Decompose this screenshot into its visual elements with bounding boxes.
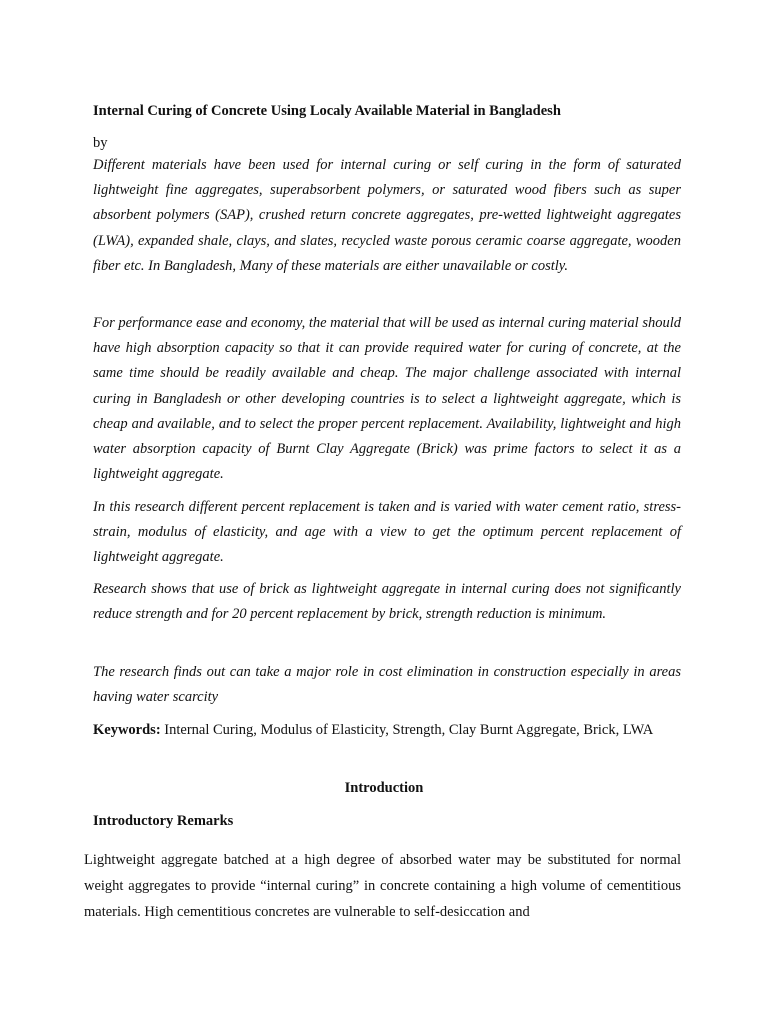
abstract-paragraph-2: For performance ease and economy, the material that will be used as internal curing material should have high absorption capacity so that it can provide required water for curing of concrete, at the same time should be readily available and cheap. The major challenge associated with internal curing in Bangladesh or other developing countries is to select a lightweight aggregate, which is cheap and available, and to select the proper percent replacement. Availability, lightweight and high water absorption capacity of Burnt Clay Aggregate (Brick) was prime factors to select it as a lightweight aggregate.	[93, 315, 681, 483]
keywords-label: Keywords:	[93, 722, 161, 738]
abstract-paragraph-4: Research shows that use of brick as lightweight aggregate in internal curing does not significantly reduce strength and for 20 percent replacement by brick, strength reduction is minimum.	[93, 581, 681, 623]
keywords-text: Internal Curing, Modulus of Elasticity, Strength, Clay Burnt Aggregate, Brick, LWA	[164, 722, 654, 738]
paper-title: Internal Curing of Concrete Using Localy Available Material in Bangladesh	[93, 103, 561, 119]
byline: by	[93, 135, 108, 151]
abstract-paragraph-1: Different materials have been used for internal curing or self curing in the form of saturated lightweight fine aggregates, superabsorbent polymers, or saturated wood fibers such as super absorbent polymers (SAP), crushed return concrete aggregates, pre-wetted lightweight aggregates (LWA), expanded shale, clays, and slates, recycled waste porous ceramic coarse aggregate, wooden fiber etc. In Bangladesh, Many of these materials are either unavailable or costly.	[93, 157, 681, 274]
abstract-paragraph-5: The research finds out can take a major role in cost elimination in construction especially in areas having water scarcity	[93, 664, 681, 706]
body-paragraph: Lightweight aggregate batched at a high degree of absorbed water may be substituted for normal weight aggregates to provide “internal curing” in concrete containing a high volume of cementitious materials. High cementitious concretes are vulnerable to self-desiccation and	[84, 852, 681, 921]
subsection-heading: Introductory Remarks	[93, 813, 234, 829]
abstract-paragraph-3: In this research different percent replacement is taken and is varied with water cement ratio, stress-strain, modulus of elasticity, and age with a view to get the optimum percent replacement of lightweight aggregate.	[93, 499, 681, 566]
keywords	[93, 718, 681, 743]
section-heading: Introduction	[344, 780, 424, 796]
